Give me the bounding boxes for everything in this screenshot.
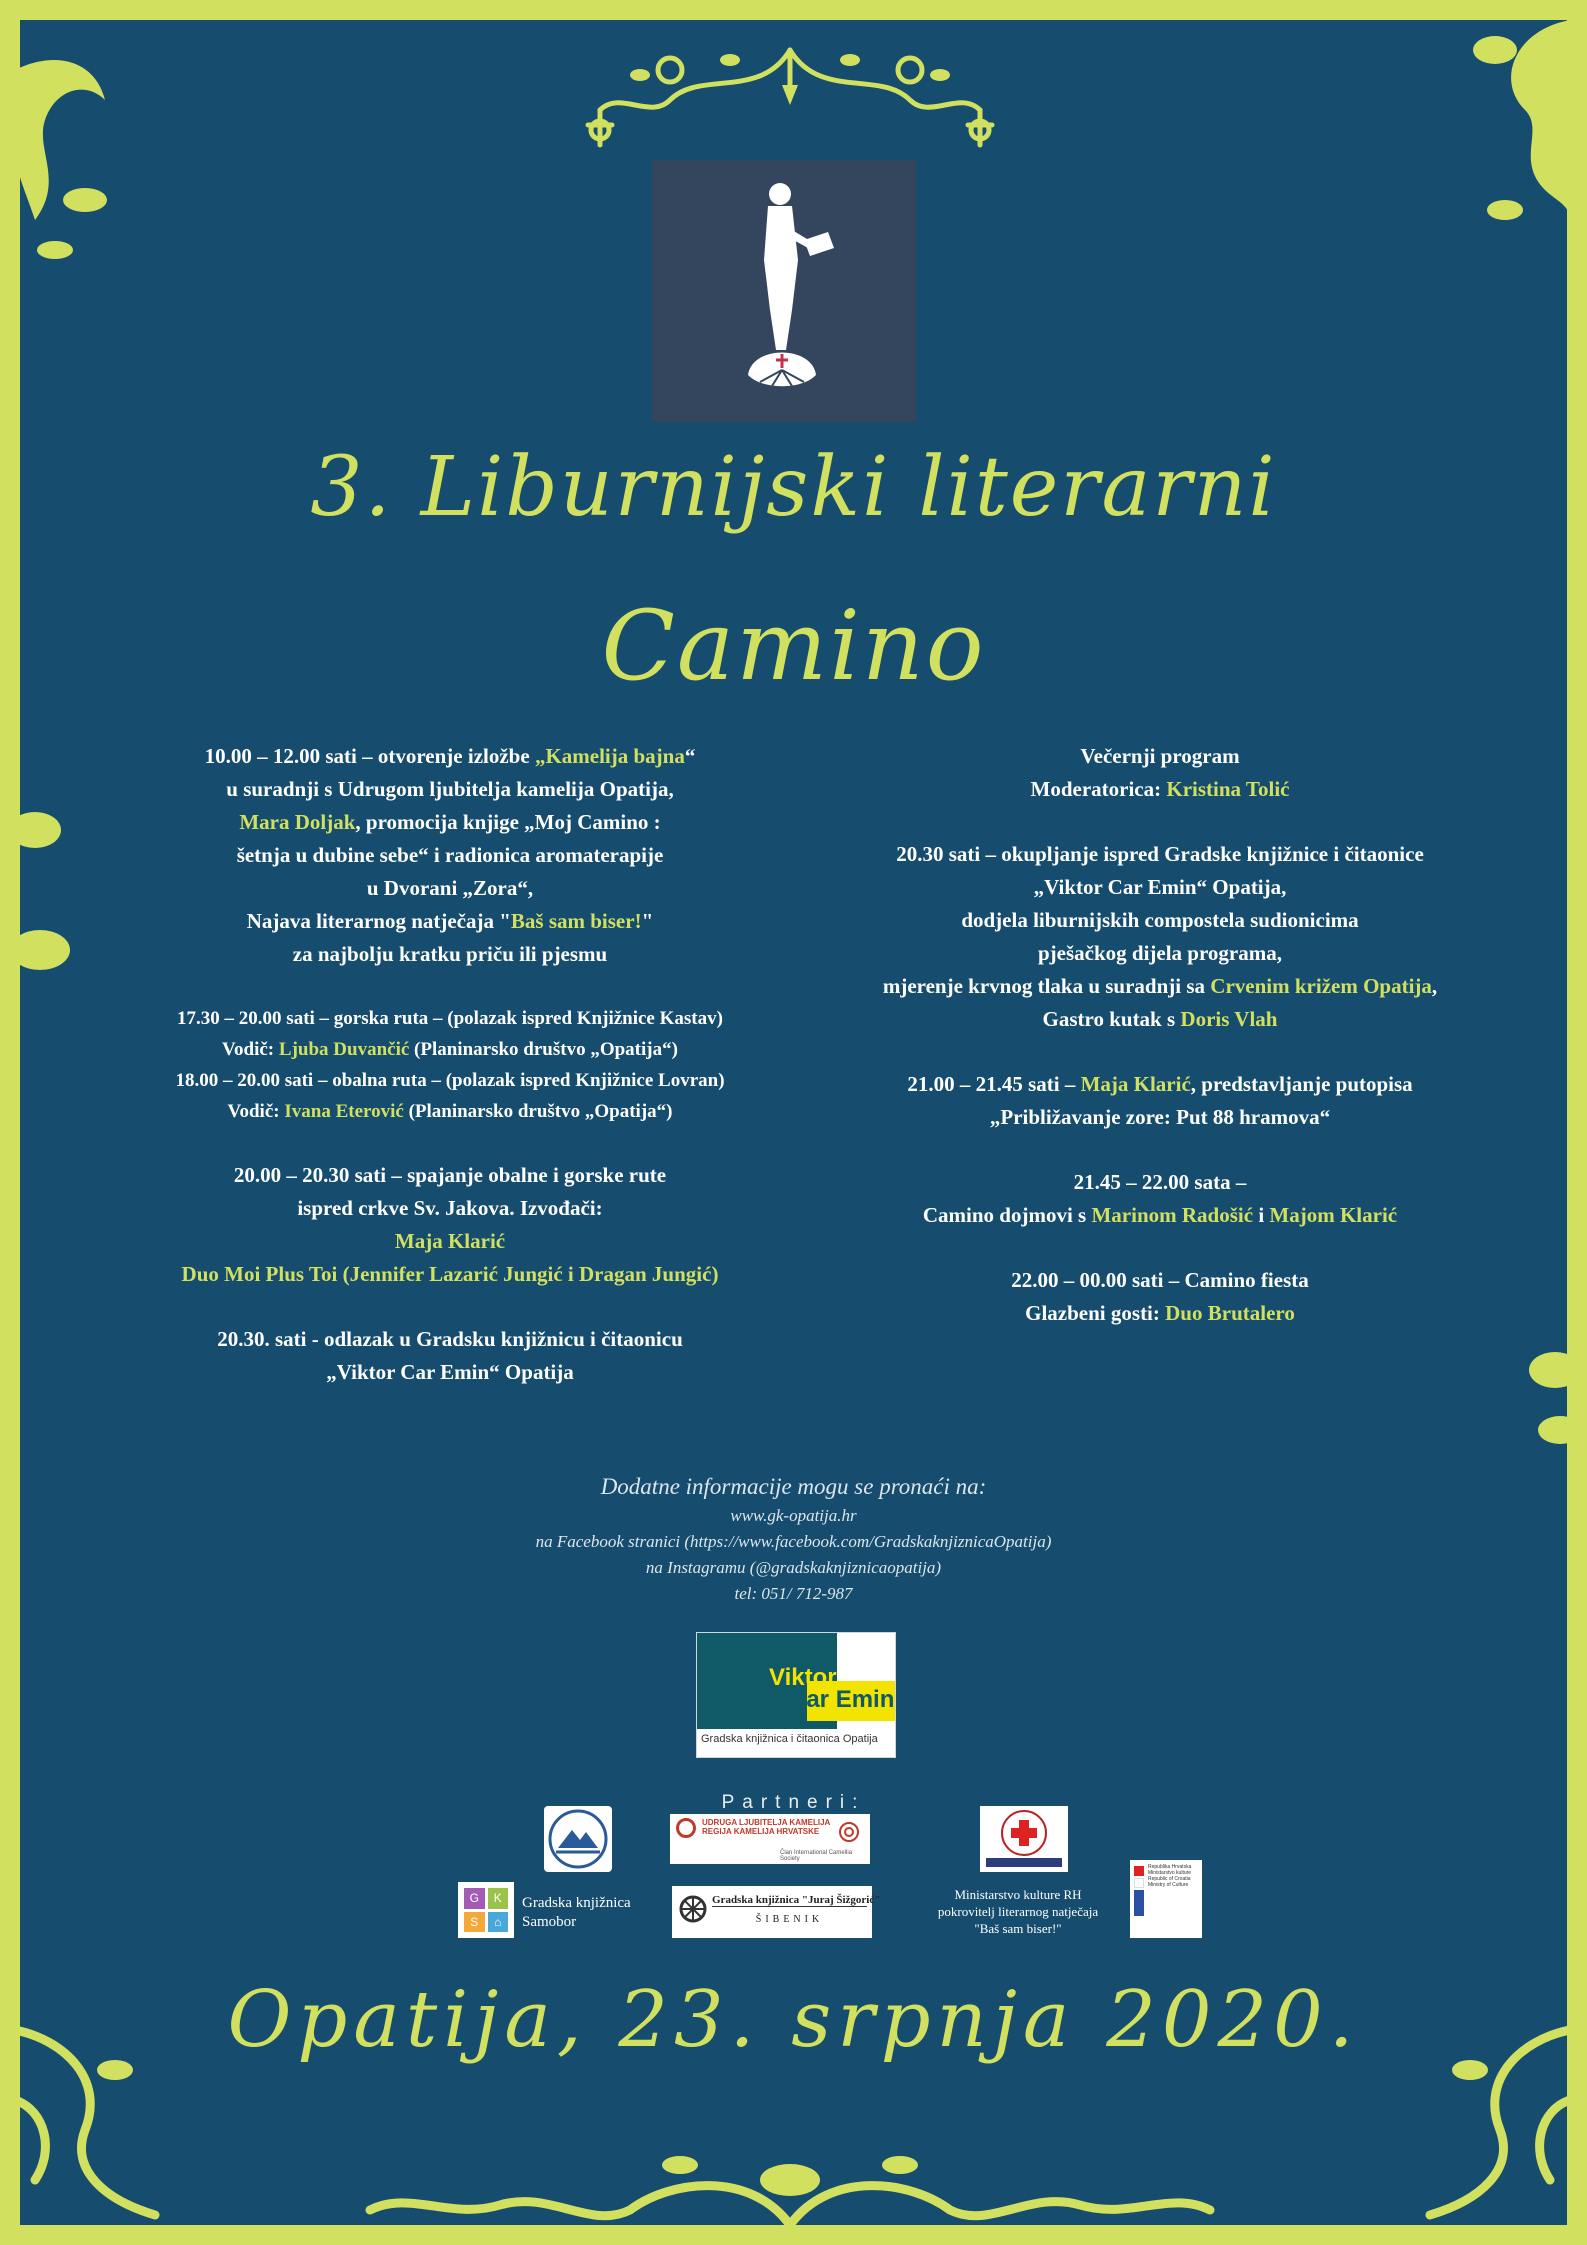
program-text: 18.00 – 20.00 sati – obalna ruta – (polazak ispred Knjižnice Lovran) [175,1070,725,1091]
program-block [90,1323,810,1389]
corner-ornament-top-left-icon [20,40,145,260]
program-text: , promocija knjige „Moj Camino : [355,810,661,834]
contact-info [20,1470,1567,1607]
program-line [810,1199,1510,1232]
program-text: „Približavanje zore: Put 88 hramova“ [989,1105,1331,1129]
info-heading: Dodatne informacije mogu se pronaći na: [600,1474,987,1499]
program-line [90,773,810,806]
program-text: 17.30 – 20.00 sati – gorska ruta – (polazak ispred Knjižnice Kastav) [177,1008,723,1029]
program-line [810,1068,1510,1101]
sibenik-library-logo [672,1886,881,1938]
program-text: Vodič: [222,1039,279,1060]
program-text: Camino dojmovi s [922,1203,1092,1227]
program-line [810,838,1510,871]
program-text: pješačkog dijela programa, [1037,941,1282,965]
phone-number: tel: 051/ 712-987 [734,1584,853,1603]
program-block [90,740,810,971]
gks-tile-icon: ⌂ [488,1912,509,1933]
sibenik-city: ŠIBENIK [755,1914,824,1925]
program-line [90,1356,810,1389]
camellia-emblem-icon [676,1818,696,1838]
program-line [90,938,810,971]
program-text: 21.00 – 21.45 sati – [907,1072,1081,1096]
program-text: 20.30. sati - odlazak u Gradsku knjižnicu i čitaonicu [217,1327,683,1351]
program-line [90,905,810,938]
ministry-text: Ministarstvo kulture RH pokrovitelj literarnog natječaja "Baš sam biser!" [937,1887,1099,1936]
camellia-society: Član International Camellia Society [780,1850,853,1862]
evening-program [810,740,1510,1362]
program-line [810,740,1510,773]
camellia-name-line2: REGIJA KAMELIJA HRVATSKE [702,1827,820,1836]
highlighted-name: „Kamelija bajna [534,744,685,768]
highlighted-name: Kristina Tolić [1166,777,1290,801]
mountaineering-club-logo [544,1806,612,1872]
program-text: (Planinarsko društvo „Opatija“) [409,1039,678,1060]
side-ornament-right-icon [1515,1340,1567,1460]
program-line [90,1323,810,1356]
program-block [810,740,1510,806]
mountain-emblem-icon [544,1806,612,1872]
program-text: 20.00 – 20.30 sati – spajanje obalne i gorske rute [233,1163,667,1187]
side-ornament-left-icon [20,800,75,1000]
corner-ornament-top-right-icon [1455,20,1567,240]
program-line [810,1101,1510,1134]
gks-tile-s: S [464,1912,485,1933]
highlighted-name: Ljuba Duvančić [278,1039,410,1060]
instagram-link[interactable]: na Instagramu (@gradskaknjiznicaopatija) [645,1558,942,1577]
program-text: mjerenje krvnog tlaka u suradnji sa [882,974,1211,998]
library-logo [696,1632,896,1758]
afternoon-program [90,740,810,1421]
highlighted-name: Mara Doljak [239,810,356,834]
program-text: u Dvorani „Zora“, [366,876,534,900]
program-text: Moderatorica: [1030,777,1167,801]
sibenik-library-name: Gradska knjižnica "Juraj Šižgorić" [712,1894,881,1906]
program-line [90,740,810,773]
program-line [810,970,1510,1003]
highlighted-name: Marinom Radošić [1091,1203,1254,1227]
program-text: dodjela liburnijskih compostela sudionicima [961,908,1359,932]
program-text: „Viktor Car Emin“ Opatija [326,1360,574,1384]
program-text: ispred crkve Sv. Jakova. Izvođači: [297,1196,603,1220]
program-text: Najava literarnog natječaja " [246,909,511,933]
samobor-library-logo [458,1882,514,1938]
highlighted-name: Crvenim križem Opatija [1210,974,1432,998]
program-text: u suradnji s Udrugom ljubitelja kamelija Opatija, [226,777,674,801]
program-text: , predstavljanje putopisa [1190,1072,1413,1096]
camellia-name-line1: UDRUGA LJUBITELJA KAMELIJA [702,1818,831,1827]
program-line [90,1258,810,1291]
program-block [90,1159,810,1291]
program-line [90,1096,810,1127]
program-text: (Planinarsko društvo „Opatija“) [403,1101,673,1122]
partners-title: Partneri: [721,1792,866,1813]
program-text: 10.00 – 12.00 sati – otvorenje izložbe [204,744,535,768]
library-logo-line2: Car Emin [789,1686,895,1713]
program-line [810,937,1510,970]
program-text: za najbolju kratku priču ili pjesmu [292,942,608,966]
facebook-link[interactable]: na Facebook stranici (https://www.facebook.com/GradskaknjiznicaOpatija) [535,1532,1052,1551]
wheel-emblem-icon [678,1894,708,1924]
highlighted-name: Maja Klarić [1080,1072,1191,1096]
program-text: Glazbeni gosti: [1025,1301,1166,1325]
program-line [90,1003,810,1034]
ministry-of-culture-logo [1130,1860,1202,1938]
top-ornament-icon [560,30,1020,150]
highlighted-name: Doris Vlah [1180,1007,1278,1031]
program-text: Gastro kutak s [1042,1007,1181,1031]
program-line [90,806,810,839]
program-line [90,872,810,905]
program-text: " [641,909,654,933]
program-text: “ [684,744,696,768]
program-line [90,1192,810,1225]
event-title: 3. Liburnijski literarni [310,440,1277,535]
camellia-association-logo [670,1814,870,1864]
program-line [810,904,1510,937]
program-line [810,1264,1510,1297]
program-text: „Viktor Car Emin“ Opatija, [1033,875,1287,899]
program-line [810,1003,1510,1036]
program-text: 22.00 – 00.00 sati – Camino fiesta [1011,1268,1309,1292]
program-line [810,1166,1510,1199]
highlighted-name: Maja Klarić [394,1229,506,1253]
highlighted-name: Duo Brutalero [1165,1301,1295,1325]
program-text: 21.45 – 22.00 sata – [1073,1170,1247,1194]
gks-tile-g: G [464,1888,485,1909]
program-text: Večernji program [1080,744,1240,768]
program-line [810,1297,1510,1330]
program-block [90,1003,810,1127]
program-text: 20.30 sati – okupljanje ispred Gradske knjižnice i čitaonice [896,842,1424,866]
program-block [810,1264,1510,1330]
highlighted-name: Baš sam biser! [510,909,642,933]
program-line [90,1034,810,1065]
program-text: i [1253,1203,1270,1227]
ministry-logo-text: Republika Hrvatska Ministarstvo kulture Republic of Croatia Ministry of Culture [1148,1864,1192,1888]
website-link[interactable]: www.gk-opatija.hr [730,1506,857,1525]
library-logo-subtitle: Gradska knjižnica i čitaonica Opatija [701,1733,878,1745]
program-line [810,773,1510,806]
program-block [810,838,1510,1036]
program-text: šetnja u dubine sebe“ i radionica aromaterapije [236,843,664,867]
camino-logo [652,160,916,422]
bottom-ornament-icon [350,2110,1230,2225]
pilgrim-statue-icon [652,160,916,422]
highlighted-name: Majom Klarić [1269,1203,1398,1227]
program-text: Vodič: [227,1101,285,1122]
program-text: , [1431,974,1438,998]
poster [20,20,1567,2225]
event-date-location: Opatija, 23. srpnja 2020. [227,1975,1360,2065]
gks-tile-k: K [488,1888,509,1909]
red-cross-icon [980,1806,1068,1872]
samobor-library-name: Gradska knjižnica Samobor [522,1895,631,1930]
program-line [90,1225,810,1258]
program-block [810,1068,1510,1134]
program-block [810,1166,1510,1232]
program-line [810,871,1510,904]
program-line [90,1159,810,1192]
highlighted-name: Duo Moi Plus Toi (Jennifer Lazarić Jungić i Dragan Jungić) [181,1262,719,1286]
highlighted-name: Ivana Eterović [284,1101,404,1122]
program-line [90,1065,810,1096]
event-subtitle: Camino [601,590,986,702]
library-logo-line1: Viktor [769,1664,837,1691]
croatian-flag-icon [1134,1866,1144,1876]
camellia-flower-icon [836,1820,862,1844]
red-cross-logo [980,1806,1068,1872]
program-line [90,839,810,872]
